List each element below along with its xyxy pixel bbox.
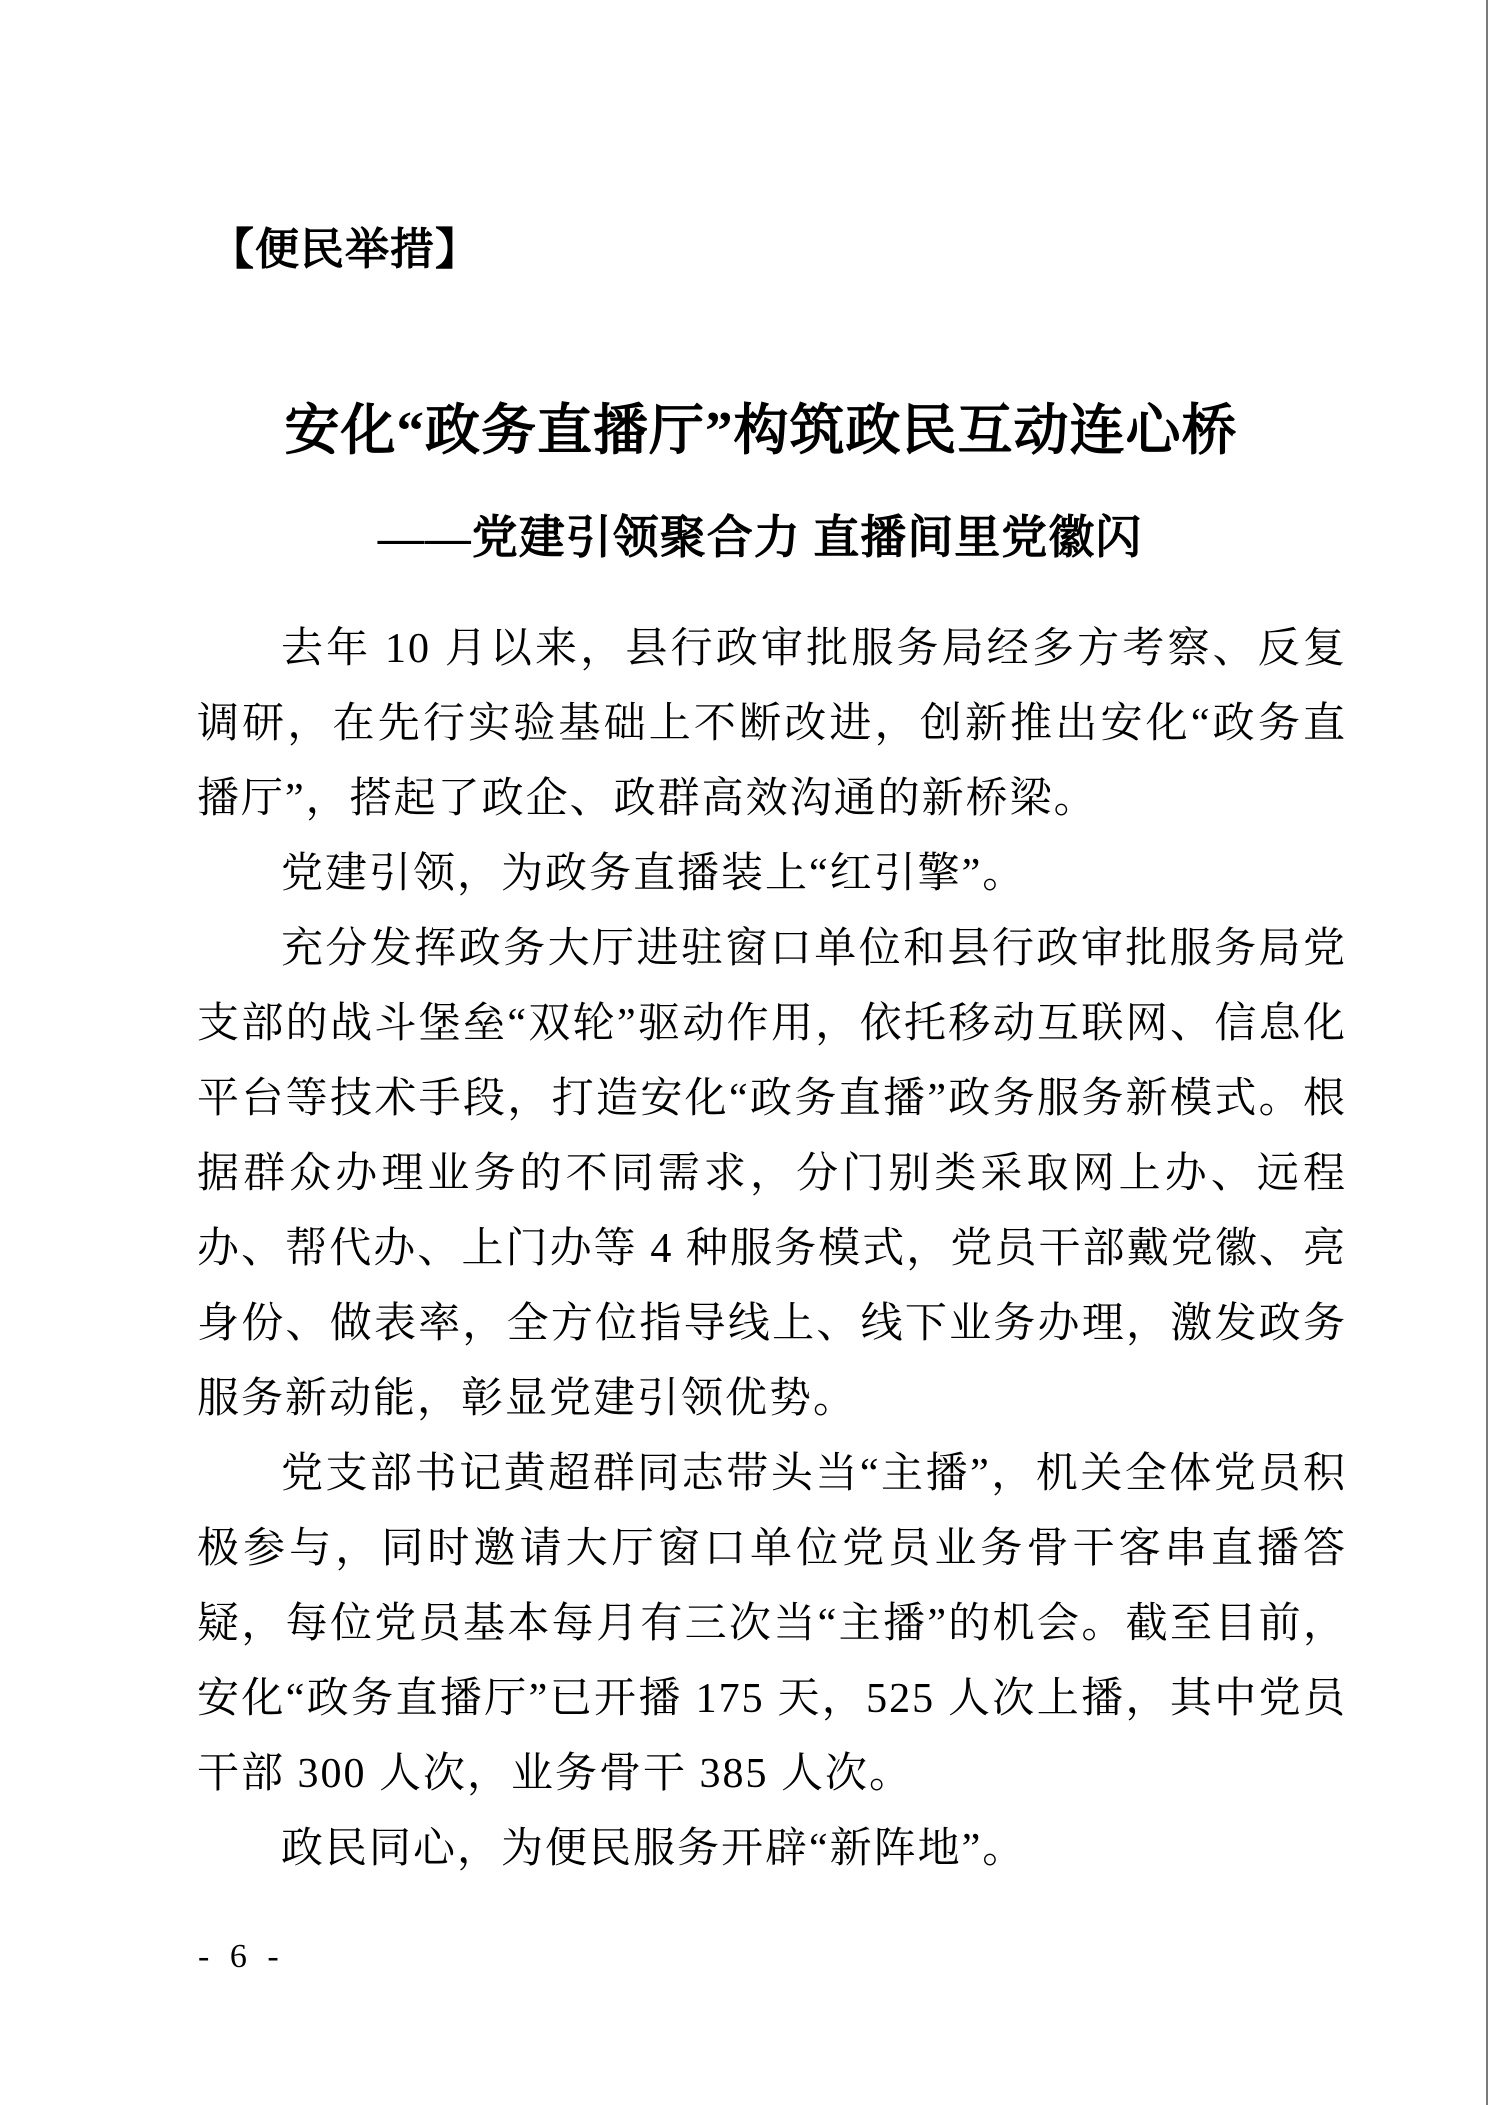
paragraph-2: 党建引领，为政务直播装上“红引擎”。 xyxy=(281,851,1027,897)
document-subtitle: ——党建引领聚合力 直播间里党徽闪 xyxy=(377,512,1143,564)
page-number: - 6 - xyxy=(198,1938,285,1975)
section-header: 【便民举措】 xyxy=(210,225,480,274)
document-body xyxy=(197,612,1347,1887)
document-title: 安化“政务直播厅”构筑政民互动连心桥 xyxy=(284,399,1238,461)
paragraph-5: 政民同心，为便民服务开辟“新阵地”。 xyxy=(281,1826,1027,1872)
paragraph-1: 去年 10 月以来，县行政审批服务局经多方考察、反复调研，在先行实验基础上不断改进，创新推出安化“政务直播厅”，搭起了政企、政群高效沟通的新桥梁。 xyxy=(197,626,1347,822)
paragraph-3: 充分发挥政务大厅进驻窗口单位和县行政审批服务局党支部的战斗堡垒“双轮”驱动作用，依托移动互联网、信息化平台等技术手段，打造安化“政务直播”政务服务新模式。根据群众办理业务的不同需求，分门别类采取网上办、远程办、帮代办、上门办等 4 种服务模式，党员干部戴党徽、亮身份、做表率，全方位指导线上、线下业务办理，激发政务服务新动能，彰显党建引领优势。 xyxy=(197,926,1347,1422)
paragraph-4: 党支部书记黄超群同志带头当“主播”，机关全体党员积极参与，同时邀请大厅窗口单位党员业务骨干客串直播答疑，每位党员基本每月有三次当“主播”的机会。截至目前，安化“政务直播厅”已开播 175 天，525 人次上播，其中党员干部 300 人次，业务骨干 385 人次。 xyxy=(197,1451,1347,1797)
